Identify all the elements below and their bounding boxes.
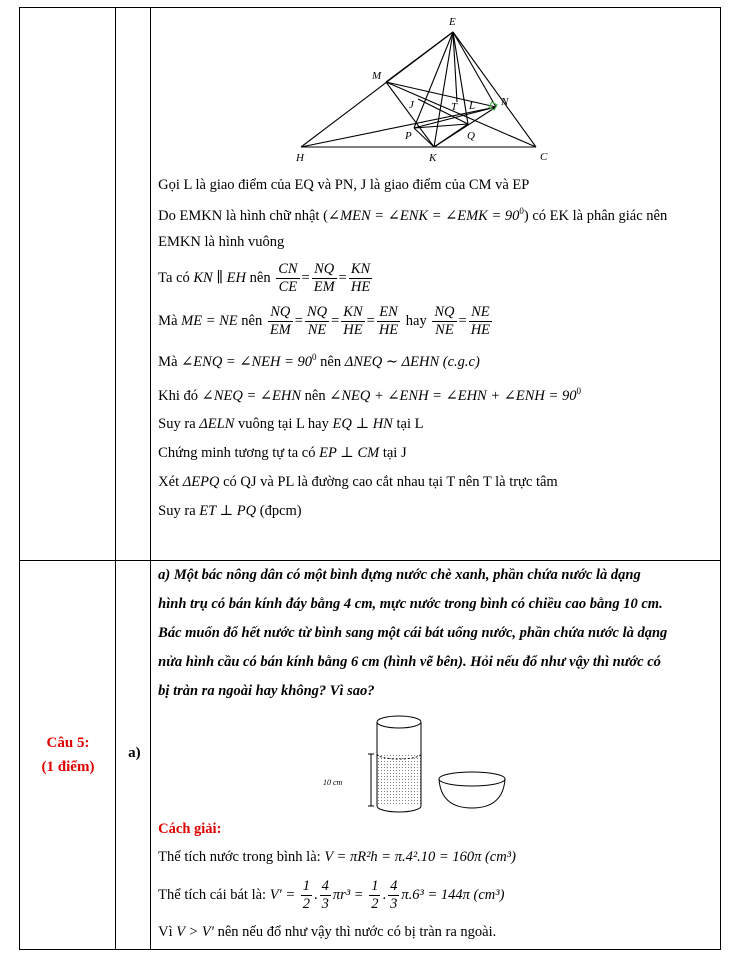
bowl-body	[439, 779, 505, 808]
text: ) có EK là phân giác nên	[523, 207, 668, 224]
text: nên	[304, 387, 326, 404]
text: Thể tích nước trong bình là:	[158, 849, 321, 865]
text: Suy ra	[158, 503, 196, 520]
denominator: HE	[470, 321, 491, 338]
math-sum: ∠NEQ + ∠ENH = ∠EHN + ∠ENH = 90	[329, 387, 577, 404]
text: Thể tích cái bát là:	[158, 886, 267, 903]
denominator: 2	[302, 896, 311, 912]
question-line-1: a) Một bác nông dân có một bình đựng nước chè xanh, phần chứa nước là dạng	[158, 567, 641, 583]
numerator: 1	[302, 878, 311, 894]
table-row	[20, 8, 721, 561]
numerator: KN	[350, 260, 371, 277]
numerator: NE	[469, 304, 492, 322]
line-EK	[434, 32, 453, 147]
text: Vì	[158, 924, 173, 940]
numerator: KN	[343, 303, 363, 320]
part-label: a)	[128, 745, 141, 761]
math-triangle: ΔEPQ	[182, 474, 220, 491]
denominator: EM	[313, 278, 335, 295]
table-row	[20, 561, 721, 950]
fraction	[312, 261, 337, 296]
proof-line-2	[151, 198, 720, 229]
text: nên	[241, 312, 263, 329]
math: π.6³ = 144π (cm³)	[401, 886, 505, 903]
proof-line-9	[151, 439, 720, 468]
denominator: HE	[378, 321, 399, 338]
question-line-5: bị tràn ra ngoài hay không? Vì sao?	[158, 683, 375, 699]
text: Khi đó	[158, 387, 199, 404]
question-label	[20, 731, 116, 779]
text: hay	[405, 312, 427, 329]
denominator: 2	[371, 896, 379, 912]
math-angles: ∠ENQ = ∠NEH = 90	[181, 353, 313, 370]
solution-heading: Cách giải:	[158, 821, 222, 837]
fraction	[377, 304, 400, 339]
label-M: M	[372, 70, 382, 82]
question-points: (1 điểm)	[41, 759, 95, 775]
proof-line-7	[151, 377, 720, 411]
text: Mà	[158, 312, 178, 329]
fraction	[349, 261, 372, 296]
math-perp: ET ⊥ PQ	[199, 503, 257, 520]
bowl-rim	[439, 772, 505, 786]
math-compare: V > V′	[176, 924, 214, 940]
solution-table	[19, 7, 721, 950]
part-cell	[116, 561, 151, 950]
fraction	[388, 878, 399, 913]
text: Mà	[158, 353, 178, 370]
proof-line-11	[151, 497, 720, 526]
text: (đpcm)	[259, 503, 302, 520]
height-label: 10 cm	[323, 778, 343, 787]
math-similar: ΔNEQ ∼ ΔEHN (c.g.c)	[344, 353, 480, 370]
math-triangle: ΔELN	[199, 416, 235, 433]
label-J: J	[409, 99, 415, 111]
solution-line-3	[151, 917, 720, 947]
math-angles: ∠NEQ = ∠EHN	[201, 387, 302, 404]
text: nên	[249, 269, 271, 286]
fraction	[432, 304, 456, 339]
proof-line-3: EMKN là hình vuông	[158, 233, 285, 250]
numerator: NQ	[312, 261, 337, 279]
proof-line-8	[151, 410, 720, 439]
question-title: Câu 5:	[46, 735, 90, 751]
numerator: 4	[321, 878, 329, 894]
math-equal: ME = NE	[181, 312, 238, 329]
label-L: L	[469, 100, 476, 112]
numerator: NQ	[306, 303, 328, 320]
fraction	[469, 304, 492, 339]
question-line-2: hình trụ có bán kính đáy bằng 4 cm, mực nước trong bình có chiều cao bằng 10 cm.	[158, 596, 663, 612]
fraction	[341, 304, 364, 339]
label-H: H	[296, 152, 305, 164]
denominator: HE	[343, 321, 363, 338]
text: Do EMKN là hình chữ nhật (	[158, 207, 328, 224]
line-KP	[414, 128, 434, 147]
degree-sup: 0	[519, 206, 524, 216]
proof-line-6	[151, 343, 720, 377]
math: V′ =	[269, 886, 296, 903]
geometry-figure	[291, 12, 551, 162]
numerator: CN	[278, 260, 298, 277]
denominator: 3	[321, 896, 329, 912]
proof-cell	[151, 8, 721, 561]
cylinder-top	[377, 716, 421, 728]
text: nên	[320, 353, 342, 370]
empty-cell	[116, 8, 151, 561]
proof-line-5: Mà ME = NE nên $\frac{NQ}{EM}$ = $\frac{NQ}{NE}$ = $\frac{KN}{HE}$ = $\frac{EN}{HE}$ hay $\frac{NQ}{NE}$ = $\frac{NE}{HE}$	[158, 303, 491, 338]
denominator: NE	[435, 321, 454, 338]
denominator: HE	[350, 278, 371, 295]
text: vuông tại L hay	[238, 416, 329, 433]
fraction	[301, 878, 312, 913]
math-perp: EQ ⊥ HN	[332, 416, 393, 433]
numerator: EN	[377, 304, 400, 322]
proof-line-10	[151, 468, 720, 497]
line-EC	[453, 32, 536, 147]
numerator: NQ	[268, 304, 293, 322]
text: Xét	[158, 474, 180, 491]
cylinder-bottom	[377, 806, 421, 812]
label-P: P	[405, 130, 412, 142]
denominator: 3	[390, 896, 398, 912]
text: Chứng minh tương tự ta có	[158, 445, 316, 462]
degree-sup: 0	[312, 351, 317, 362]
math-parallel: KN ∥ EH	[193, 269, 247, 286]
label-N: N	[501, 96, 509, 108]
fraction	[305, 304, 329, 339]
math-angles: ∠MEN = ∠ENK = ∠EMK = 90	[327, 207, 520, 224]
label-C: C	[540, 151, 548, 163]
text: tại L	[396, 416, 424, 433]
text: nên nếu đổ như vậy thì nước có bị tràn ra ngoài.	[217, 924, 497, 940]
fraction	[268, 304, 293, 339]
proof-line-1: Gọi L là giao điểm của EQ và PN, J là giao điểm của CM và EP	[158, 177, 530, 193]
numerator: NQ	[434, 303, 455, 320]
math-perp: EP ⊥ CM	[319, 445, 380, 462]
fraction	[320, 878, 331, 913]
label-T: T	[451, 101, 458, 113]
text: tại J	[382, 445, 407, 462]
denominator: CE	[278, 278, 298, 295]
numerator: 4	[390, 878, 398, 894]
cylinder-bowl-figure	[323, 712, 541, 812]
label-K: K	[429, 152, 437, 164]
proof-line-4: Ta có KN ∥ EH nên $\frac{CN}{CE}$ = $\frac{NQ}{EM}$ = $\frac{KN}{HE}$	[158, 260, 371, 295]
label-Q: Q	[467, 130, 476, 142]
math-volume: V = πR²h = π.4².10 = 160π (cm³)	[324, 849, 516, 865]
math: πr³ =	[332, 886, 364, 903]
solution-line-2: Thể tích cái bát là: V′ = $\frac{1}{2}$ . $\frac{4}{3}$ πr³ = $\frac{1}{2}$ . $\frac{4}{3}$ π.6³ = 144π (cm³)	[158, 878, 505, 912]
text: Ta có	[158, 269, 190, 286]
question-line-3: Bác muốn đổ hết nước từ bình sang một cái bát uống nước, phần chứa nước là dạng	[158, 625, 668, 641]
numerator: 1	[371, 878, 379, 894]
fraction	[276, 261, 299, 296]
denominator: EM	[269, 321, 291, 338]
label-E: E	[449, 16, 456, 28]
degree-sup: 0	[576, 385, 581, 396]
text: Suy ra	[158, 416, 196, 433]
question-number-cell	[20, 561, 116, 950]
fraction	[369, 878, 380, 913]
water-fill	[377, 754, 421, 806]
empty-cell	[20, 8, 116, 561]
question-cell	[151, 561, 721, 950]
denominator: NE	[307, 321, 327, 338]
text: có QJ và PL là đường cao cắt nhau tại T nên T là trực tâm	[223, 474, 558, 491]
solution-line-1	[151, 842, 720, 872]
question-line-4: nửa hình cầu có bán kính bằng 6 cm (hình vẽ bên). Hỏi nếu đổ như vậy thì nước có	[158, 654, 661, 670]
line-KQ	[434, 124, 468, 147]
